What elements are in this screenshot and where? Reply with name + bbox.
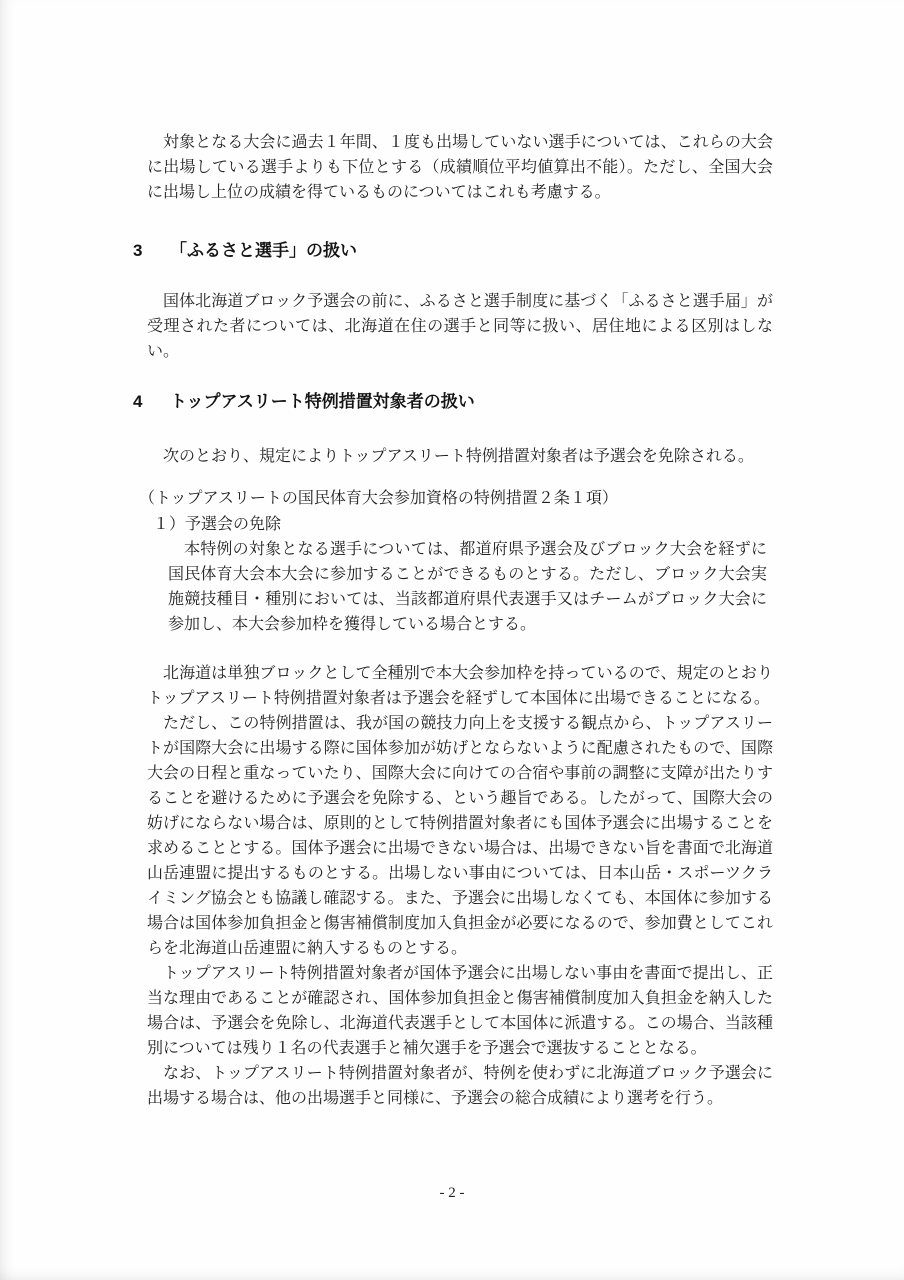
section-4-title: トップアスリート特例措置対象者の扱い bbox=[170, 392, 475, 411]
section-4-discussion bbox=[147, 661, 773, 1111]
section-3-number: 3 bbox=[133, 241, 143, 260]
paragraph-hokkaido-block: 北海道は単独ブロックとして全種別で本大会参加枠を持っているので、規定のとおりトップアスリート特例措置対象者は予選会を経ずして本国体に出場できることになる。 bbox=[147, 665, 773, 707]
paragraph-ranking-rule: 対象となる大会に過去１年間、１度も出場していない選手については、これらの大会に出場している選手よりも下位とする（成績順位平均値算出不能）。ただし、全国大会に出場し上位の成績を得ているものについてはこれも考慮する。 bbox=[147, 134, 773, 201]
paragraph-nao-note: なお、トップアスリート特例措置対象者が、特例を使わずに北海道ブロック予選会に出場する場合は、他の出場選手と同様に、予選会の総合成績により選考を行う。 bbox=[147, 1065, 773, 1107]
paragraph-special-measure-purpose: ただし、この特例措置は、我が国の競技力向上を支援する観点から、トップアスリートが国際大会に出場する際に国体参加が妨げとならないように配慮されたもので、国際大会の日程と重なっていたり、国際大会に向けての合宿や事前の調整に支障が出たりすることを避けるために予選会を免除する、という趣旨である。したがって、国際大会の妨げにならない場合は、原則的として特例措置対象者にも国体予選会に出場することを求めることとする。国体予選会に出場できない場合は、出場できない旨を書面で北海道山岳連盟に提出するものとする。出場しない事由については、日本山岳・スポーツクライミング協会とも協議し確認する。また、予選会に出場しなくても、本国体に参加する場合は国体参加負担金と傷害補償制度加入負担金が必要になるので、参加費としてこれらを北海道山岳連盟に納入するものとする。 bbox=[147, 715, 773, 957]
document-content bbox=[133, 0, 773, 1111]
clause-1-body: 本特例の対象となる選手については、都道府県予選会及びブロック大会を経ずに国民体育大会本大会に参加することができるものとする。ただし、ブロック大会実施競技種目・種別においては、当該都道府県代表選手又はチームがブロック大会に参加し、本大会参加枠を獲得している場合とする。 bbox=[168, 541, 767, 633]
section-3-heading bbox=[133, 238, 773, 263]
paragraph-section4-lead: 次のとおり、規定によりトップアスリート特例措置対象者は予選会を免除される。 bbox=[163, 448, 754, 465]
section-4-number: 4 bbox=[133, 392, 143, 411]
page-number: - 2 - bbox=[439, 1185, 465, 1201]
clause-1-label: １）予選会の免除 bbox=[153, 516, 282, 533]
section-3-title: 「ふるさと選手」の扱い bbox=[170, 241, 357, 260]
regulation-reference-line: （トップアスリートの国民体育大会参加資格の特例措置２条１項） bbox=[139, 490, 618, 507]
paragraph-exemption-procedure: トップアスリート特例措置対象者が国体予選会に出場しない事由を書面で提出し、正当な理由であることが確認され、国体参加負担金と傷害補償制度加入負担金を納入した場合は、予選会を免除し、北海道代表選手として本国体に派遣する。この場合、当該種別については残り１名の代表選手と補欠選手を予選会で選抜することとなる。 bbox=[147, 965, 773, 1057]
section-4-heading bbox=[133, 389, 773, 414]
paragraph-furusato-athlete: 国体北海道ブロック予選会の前に、ふるさと選手制度に基づく「ふるさと選手届」が受理された者については、北海道在住の選手と同等に扱い、居住地による区別はしない。 bbox=[147, 293, 773, 360]
